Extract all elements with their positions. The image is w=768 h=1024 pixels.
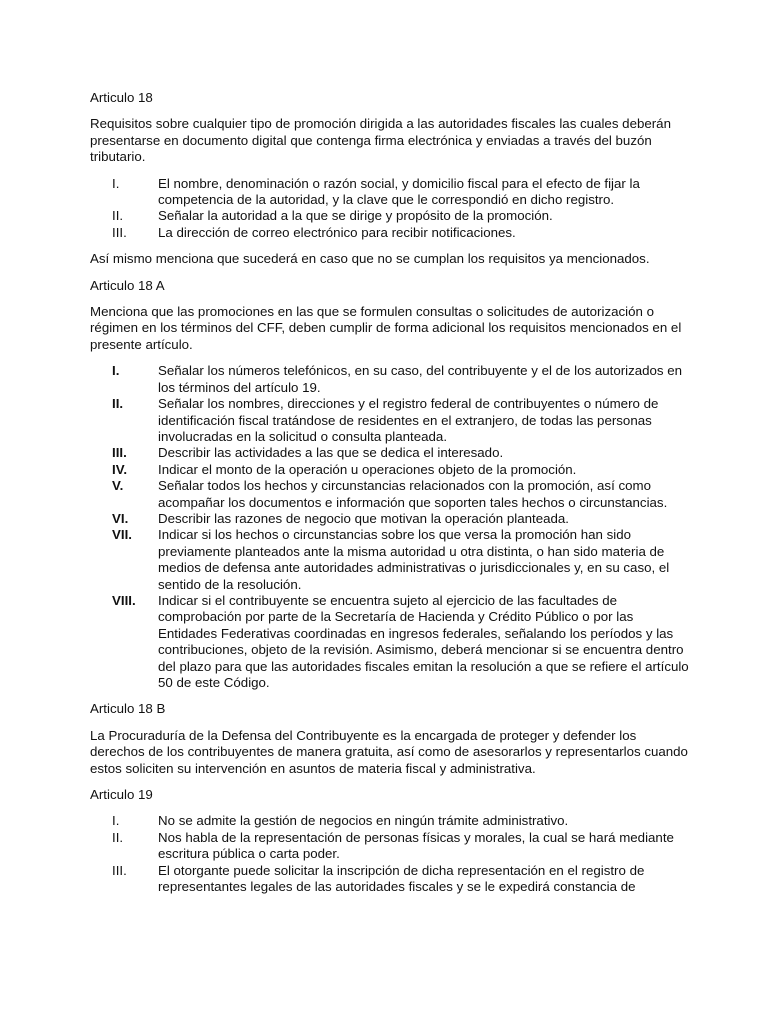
list-item <box>90 176 690 209</box>
item-text: No se admite la gestión de negocios en ningún trámite administrativo. <box>158 813 569 829</box>
section-intro: Menciona que las promociones en las que se formulen consultas o solicitudes de autorización o régimen en los términos del CFF, deben cumplir de forma adicional los requisitos mencionados en el presente artículo. <box>90 304 682 352</box>
section-articulo-18-a <box>90 278 690 692</box>
list-item <box>90 445 690 461</box>
item-number: III. <box>112 445 127 461</box>
list-item <box>90 813 690 829</box>
item-number: III. <box>112 224 127 240</box>
list-item <box>90 830 690 863</box>
item-number: VI. <box>112 510 129 526</box>
item-number: I. <box>112 363 120 379</box>
item-text: Describir las razones de negocio que motivan la operación planteada. <box>158 510 569 526</box>
item-text: Señalar todos los hechos y circunstancias relacionados con la promoción, así como acompañar los documentos e información que soporten tales hechos o circunstancias. <box>158 478 668 510</box>
section-outro: Así mismo menciona que sucederá en caso que no se cumplan los requisitos ya mencionados. <box>90 251 650 267</box>
item-number: II. <box>112 396 124 412</box>
section-intro: La Procuraduría de la Defensa del Contribuyente es la encargada de proteger y defender los derechos de los contribuyentes de manera gratuita, así como de asesorarlos y representarlos cuando estos soliciten su intervención en asuntos de materia fiscal y administrativa. <box>90 727 688 776</box>
item-text: Nos habla de la representación de personas físicas y morales, la cual se hará mediante escritura pública o carta poder. <box>158 829 674 862</box>
section-articulo-19 <box>90 787 690 895</box>
section-articulo-18 <box>90 90 690 268</box>
item-text: Indicar el monto de la operación u operaciones objeto de la promoción. <box>158 461 577 477</box>
list-item <box>90 863 690 896</box>
list-item <box>90 527 690 593</box>
list-item <box>90 462 690 478</box>
item-number: V. <box>112 478 124 494</box>
item-number: VIII. <box>112 592 136 608</box>
item-number: II. <box>112 829 124 845</box>
item-number: VII. <box>112 527 132 543</box>
section-heading: Articulo 18 <box>90 90 153 105</box>
list-item <box>90 363 690 396</box>
item-text: Indicar si los hechos o circunstancias sobre los que versa la promoción han sido previamente planteados ante la misma autoridad u otra distinta, o han sido materia de medios de defensa ante autoridades administrativas o jurisdiccionales y, en su caso, el sentido de la resolución. <box>158 527 670 592</box>
item-text: Señalar los nombres, direcciones y el registro federal de contribuyentes o número de identificación fiscal tratándose de residentes en el extranjero, de todas las personas involucradas en la solicitud o consulta planteada. <box>158 396 659 444</box>
section-articulo-18-b <box>90 701 690 777</box>
requirements-list <box>90 176 690 242</box>
requirements-list <box>90 363 690 691</box>
list-item <box>90 511 690 527</box>
item-number: II. <box>112 208 124 224</box>
list-item <box>90 208 690 224</box>
item-number: I. <box>112 813 120 829</box>
item-text: La dirección de correo electrónico para recibir notificaciones. <box>158 224 516 240</box>
section-heading: Articulo 19 <box>90 787 153 803</box>
item-text: Indicar si el contribuyente se encuentra sujeto al ejercicio de las facultades de comprobación por parte de la Secretaría de Hacienda y Crédito Público o por las Entidades Federativas coordinadas en ingresos federales, señalando los períodos y las contribuciones, objeto de la revisión. Asimismo, deberá mencionar si se encuentra dentro del plazo para que las autoridades fiscales emitan la resolución a que se refiere el artículo 50 de este Código. <box>158 592 689 690</box>
item-number: IV. <box>112 461 128 477</box>
item-text: El nombre, denominación o razón social, y domicilio fiscal para el efecto de fijar la competencia de la autoridad, y la clave que le correspondió en dicho registro. <box>158 175 640 208</box>
list-item <box>90 478 690 511</box>
item-text: El otorgante puede solicitar la inscripción de dicha representación en el registro de representantes legales de las autoridades fiscales y se le expedirá constancia de <box>158 862 645 895</box>
item-text: Describir las actividades a las que se dedica el interesado. <box>158 445 504 461</box>
list-item <box>90 225 690 241</box>
list-item <box>90 396 690 445</box>
list-item <box>90 593 690 691</box>
section-heading: Articulo 18 A <box>90 277 165 293</box>
item-text: Señalar los números telefónicos, en su caso, del contribuyente y el de los autorizados en los términos del artículo 19. <box>158 363 683 395</box>
item-number: I. <box>112 175 120 191</box>
document-page <box>90 90 690 905</box>
item-number: III. <box>112 862 127 878</box>
section-heading: Articulo 18 B <box>90 701 166 717</box>
requirements-list <box>90 813 690 895</box>
item-text: Señalar la autoridad a la que se dirige y propósito de la promoción. <box>158 208 553 224</box>
section-intro: Requisitos sobre cualquier tipo de promoción dirigida a las autoridades fiscales las cuales deberán presentarse en documento digital que contenga firma electrónica y enviadas a través del buzón tributario. <box>90 116 671 165</box>
